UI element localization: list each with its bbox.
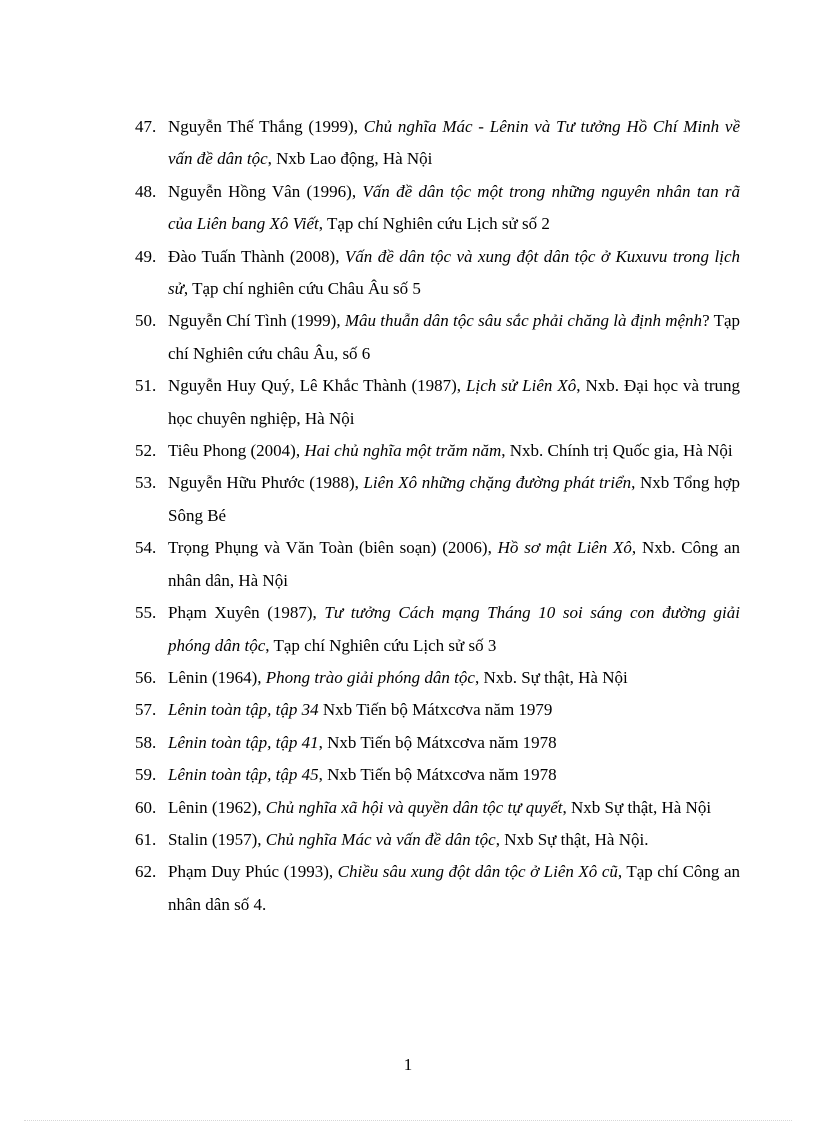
reference-author-year: Lênin (1964),: [168, 667, 266, 687]
reference-author-year: Đào Tuấn Thành (2008),: [168, 246, 345, 266]
reference-number: 54.: [135, 538, 157, 558]
reference-title: Liên Xô những chặng đường phát triển: [363, 473, 632, 493]
reference-number: 52.: [135, 441, 157, 461]
reference-author-year: Phạm Duy Phúc (1993),: [168, 862, 338, 882]
reference-author-year: Stalin (1957),: [168, 829, 266, 849]
reference-title: Chủ nghĩa Mác - Lênin và Tư tưởng Hồ Chí Minh về vấn đề dân tộc: [168, 117, 741, 169]
reference-publisher: , Nxb. Đại học và trung học chuyên nghiệp, Hà Nội: [168, 376, 740, 428]
reference-number: 48.: [135, 181, 157, 201]
reference-author-year: Nguyễn Hữu Phước (1988),: [168, 473, 364, 493]
reference-author-year: Nguyễn Thế Thắng (1999),: [168, 117, 364, 136]
reference-title: Hồ sơ mật Liên Xô: [497, 538, 632, 558]
reference-number: 62.: [135, 862, 157, 882]
reference-item: [135, 176, 740, 241]
reference-author-year: Nguyễn Huy Quý, Lê Khắc Thành (1987),: [168, 376, 467, 396]
reference-author-year: Nguyễn Hồng Vân (1996),: [168, 181, 363, 201]
reference-title: Chủ nghĩa xã hội và quyền dân tộc tự quyết: [265, 797, 563, 817]
reference-publisher: , Tạp chí Nghiên cứu Lịch sử số 3: [265, 635, 497, 655]
reference-item: [135, 856, 740, 921]
page-number: 1: [403, 1055, 413, 1074]
reference-item: [135, 467, 740, 532]
reference-publisher: , Tạp chí nghiên cứu Châu Âu số 5: [183, 279, 421, 299]
reference-title: Lịch sử Liên Xô: [466, 376, 577, 396]
reference-number: 55.: [135, 603, 157, 623]
reference-publisher: Nxb Tiến bộ Mátxcơva năm 1979: [318, 700, 553, 720]
reference-item: [135, 727, 740, 759]
reference-publisher: , Tạp chí Nghiên cứu Lịch sử số 2: [318, 214, 550, 234]
reference-list: [135, 111, 740, 921]
reference-publisher: , Nxb Sự thật, Hà Nội.: [495, 829, 649, 849]
reference-item: [135, 370, 740, 435]
reference-publisher: , Nxb Tiến bộ Mátxcơva năm 1978: [318, 765, 557, 785]
reference-item: [135, 435, 740, 467]
reference-author-year: Trọng Phụng và Văn Toàn (biên soạn) (2006),: [168, 538, 498, 558]
reference-item: [135, 305, 740, 370]
reference-author-year: Nguyễn Chí Tình (1999),: [168, 311, 345, 331]
reference-author-year: Tiêu Phong (2004),: [168, 441, 305, 461]
reference-title: Vấn đề dân tộc một trong những nguyên nhân tan rã của Liên bang Xô Viết: [168, 181, 741, 234]
reference-title: Lênin toàn tập, tập 34: [168, 700, 319, 720]
reference-number: 61.: [135, 829, 157, 849]
reference-publisher: , Nxb. Sự thật, Hà Nội: [474, 667, 628, 687]
reference-number: 57.: [135, 700, 157, 720]
reference-author-year: Lênin (1962),: [168, 797, 266, 817]
reference-item: [135, 241, 740, 306]
page-bottom-divider: [24, 1120, 792, 1121]
reference-number: 50.: [135, 311, 157, 331]
reference-author-year: Phạm Xuyên (1987),: [168, 603, 325, 623]
reference-item: [135, 792, 740, 824]
reference-title: Chiều sâu xung đột dân tộc ở Liên Xô cũ: [337, 862, 618, 882]
reference-item: [135, 694, 740, 726]
reference-title: Tư tưởng Cách mạng Tháng 10 soi sáng con đường giải phóng dân tộc: [168, 603, 740, 655]
reference-number: 56.: [135, 667, 157, 687]
reference-number: 47.: [135, 117, 157, 136]
reference-title: Lênin toàn tập, tập 41: [168, 732, 319, 752]
reference-number: 59.: [135, 765, 157, 785]
reference-title: Hai chủ nghĩa một trăm năm: [304, 441, 502, 461]
reference-title: Mâu thuẫn dân tộc sâu sắc phải chăng là định mệnh: [344, 311, 703, 331]
reference-item: [135, 597, 740, 662]
reference-publisher: , Nxb Sự thật, Hà Nội: [562, 797, 712, 817]
reference-publisher: ? Tạp chí Nghiên cứu châu Âu, số 6: [168, 311, 741, 363]
reference-publisher: , Nxb. Công an nhân dân, Hà Nội: [168, 538, 740, 590]
reference-item: [135, 824, 740, 856]
reference-number: 49.: [135, 246, 157, 266]
reference-item: [135, 759, 740, 791]
reference-title: Chủ nghĩa Mác và vấn đề dân tộc: [265, 829, 496, 849]
reference-publisher: , Nxb Lao động, Hà Nội: [267, 149, 433, 169]
reference-title: Lênin toàn tập, tập 45: [168, 765, 319, 785]
reference-publisher: , Nxb. Chính trị Quốc gia, Hà Nội: [501, 441, 733, 461]
reference-number: 60.: [135, 797, 157, 817]
reference-publisher: , Nxb Tổng hợp Sông Bé: [168, 473, 740, 525]
reference-number: 51.: [135, 376, 157, 396]
reference-item: [135, 532, 740, 597]
reference-number: 53.: [135, 473, 157, 493]
reference-publisher: , Tạp chí Công an nhân dân số 4.: [168, 862, 740, 914]
reference-publisher: , Nxb Tiến bộ Mátxcơva năm 1978: [318, 732, 557, 752]
reference-item: [135, 111, 740, 176]
reference-item: [135, 662, 740, 694]
reference-title: Vấn đề dân tộc và xung đột dân tộc ở Kuxuvu trong lịch sử: [168, 246, 741, 299]
reference-title: Phong trào giải phóng dân tộc: [265, 667, 475, 687]
reference-number: 58.: [135, 732, 157, 752]
